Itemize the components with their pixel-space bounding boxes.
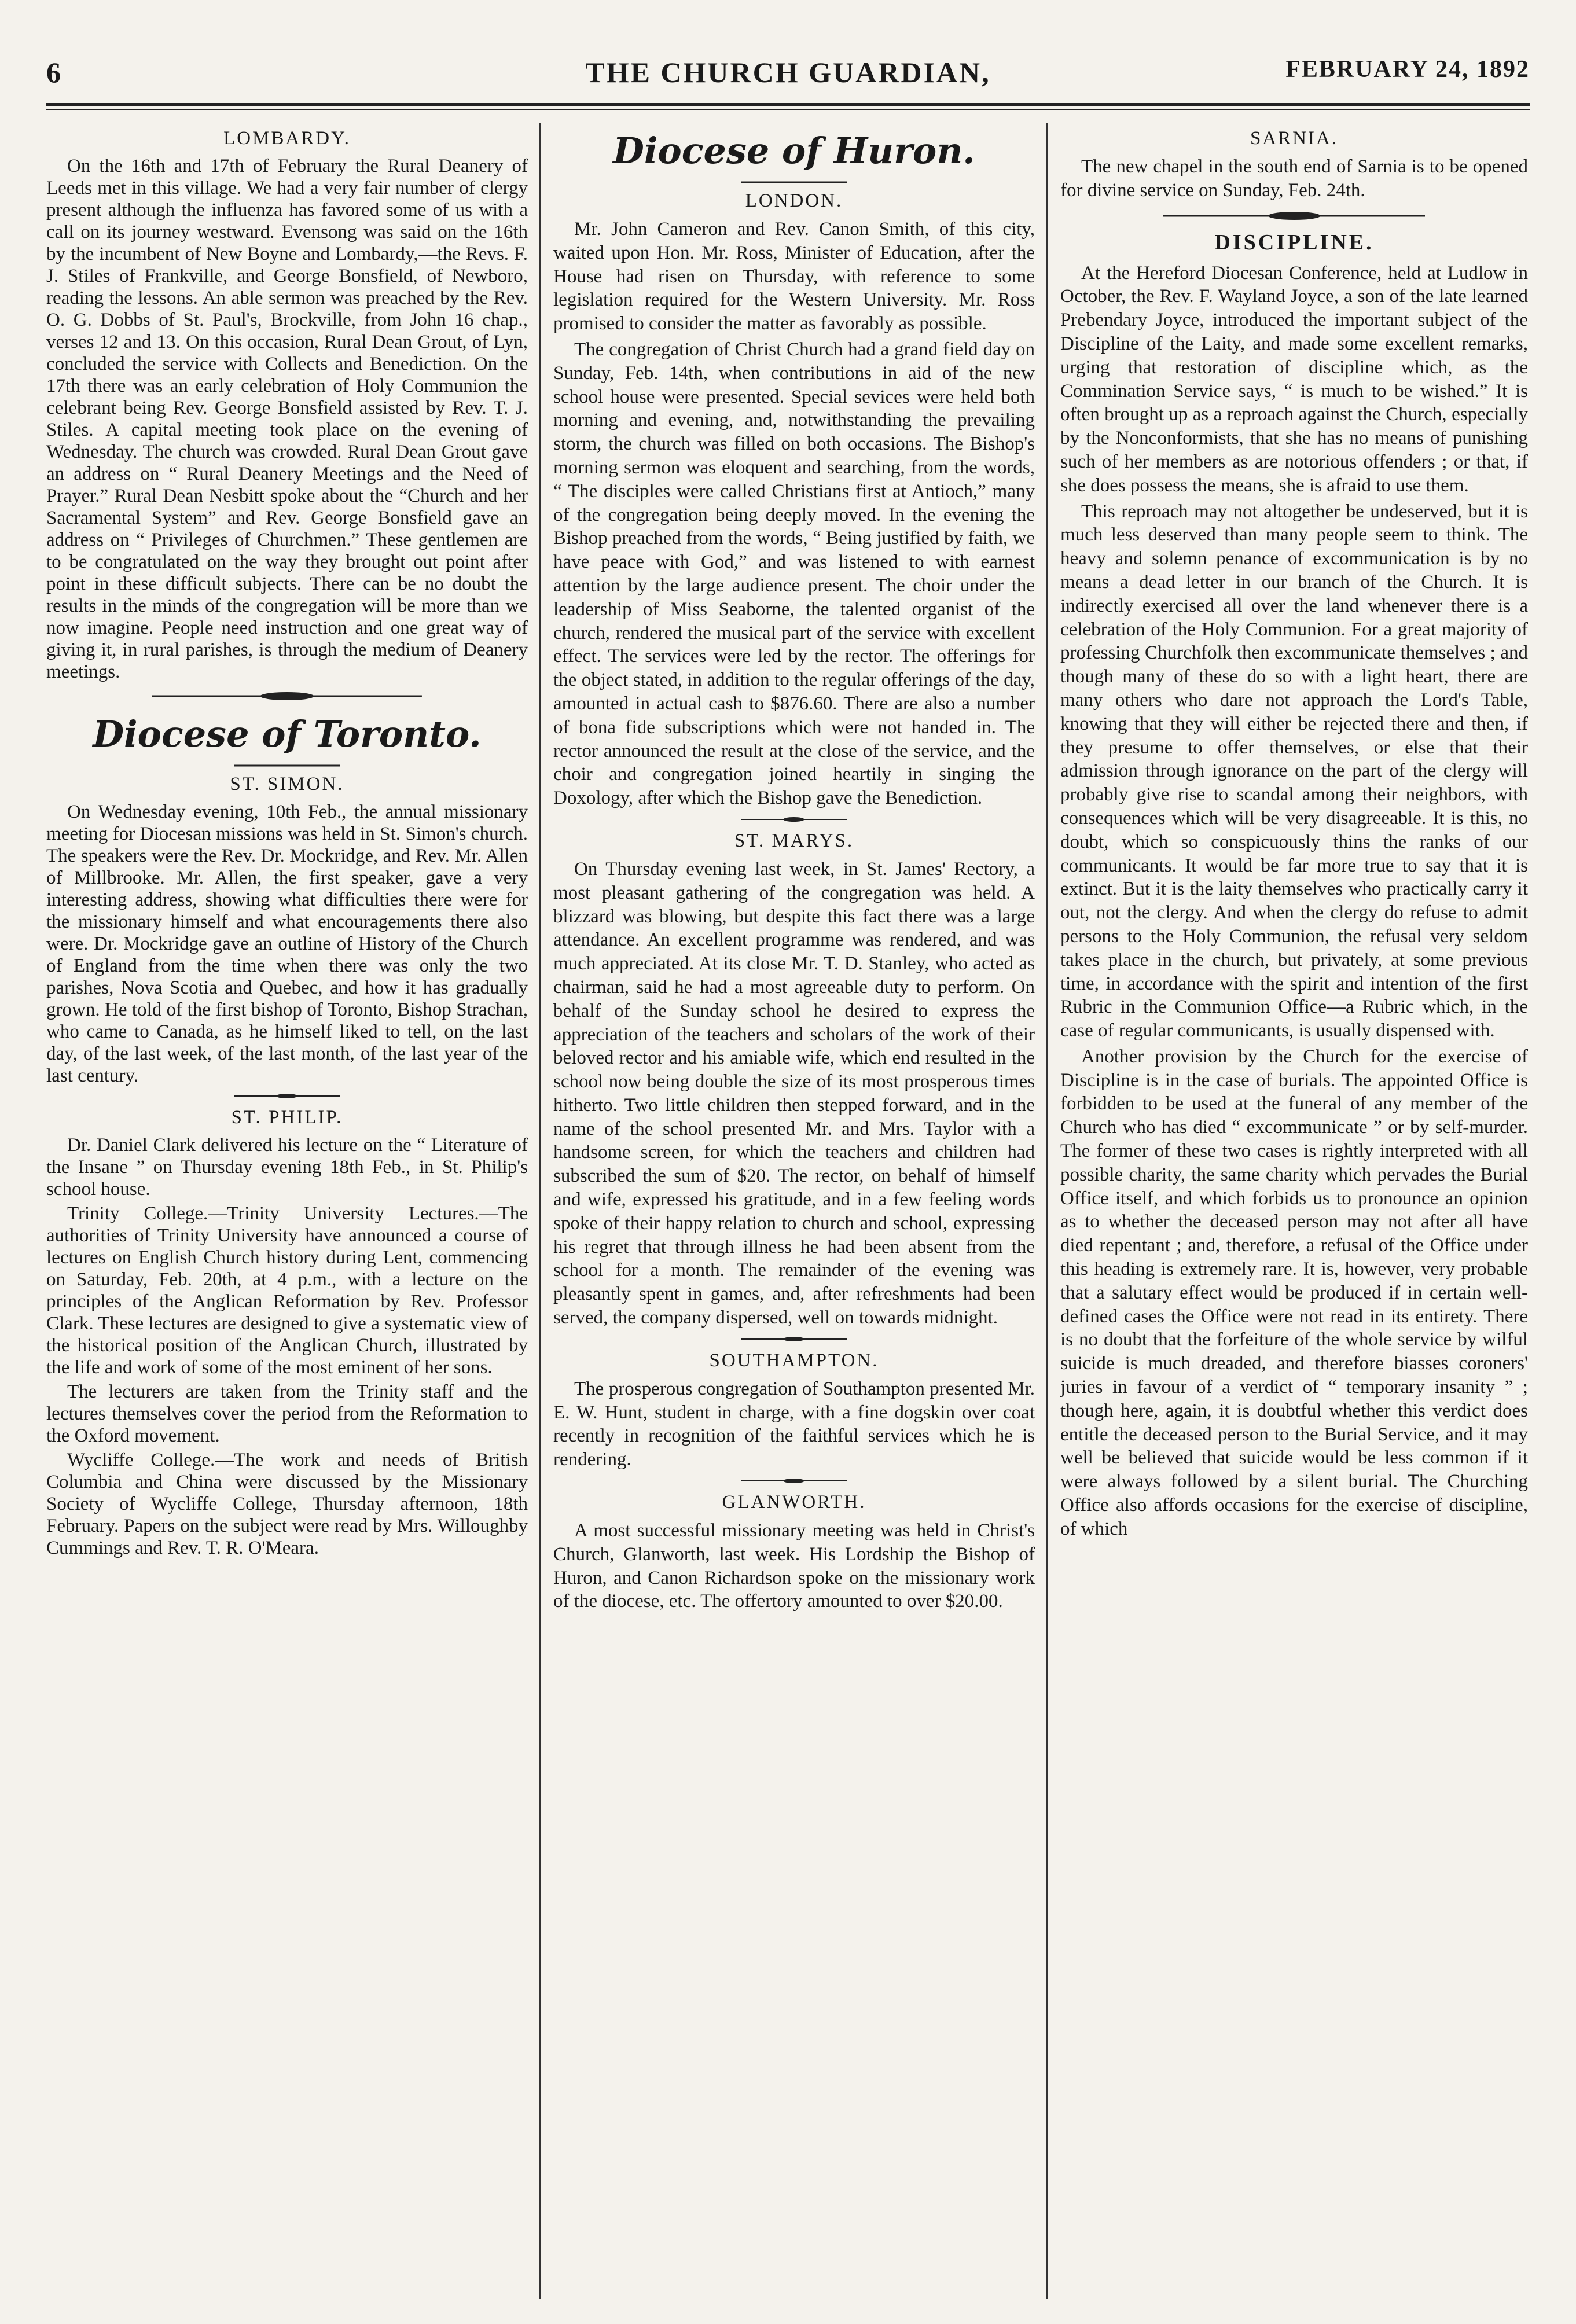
article-paragraph: The new chapel in the south end of Sarnia is to be opened for divine service on Sunday, Feb. 24th. [1060,156,1528,201]
column-3 [1060,123,1528,2299]
issue-date: FEBRUARY 24, 1892 [1285,56,1530,83]
article-paragraph: The lecturers are taken from the Trinity staff and the lectures themselves cover the period from the Reformation to the Oxford movement. [46,1381,528,1446]
article-paragraph: On Thursday evening last week, in St. James' Rectory, a most pleasant gathering of the congregation was held. A blizzard was blowing, but despite this fact there was a large attendance. An excellent programme was rendered, and was much appreciated. At its close Mr. T. D. Stanley, who acted as chairman, said he had a most agreeable duty to perform. On behalf of the Sunday school he desired to express the appreciation of the teachers and scholars of the work of their beloved rector and his amiable wife, which end resulted in the school now being double the size of its most prosperous times hitherto. Two little children then stepped forward, and in the name of the school presented Mr. and Mrs. Taylor with a handsome screen, for which the teachers and children had subscribed the sum of $20. The rector, on behalf of himself and wife, expressed his gratitude, and in a few feeling words spoke of their happy relation to church and school, expressing his regret that through illness he had been absent from the school for a month. The remainder of the evening was pleasantly spent in games, and, after refreshments had been served, the company dispersed, well on towards midnight. [553,858,1035,1329]
small-ornament [741,1336,847,1343]
short-rule [741,181,847,184]
section-heading-discipline: DISCIPLINE. [1214,230,1374,255]
article-paragraph: The prosperous congregation of Southampton presented Mr. E. W. Hunt, student in charge, with a fine dogskin over coat recently in recognition of the faithful services which he is rendering. [553,1378,1035,1470]
article-paragraph: This reproach may not altogether be undeserved, but it is much less deserved than many people seem to think. The heavy and solemn penance of excommunication is by no means a dead letter in our branch of the Church. It is indirectly exercised all over the land whenever there is a celebration of the Holy Communion. For a great majority of professing Churchfolk then excommunicate themselves ; and though many of these do so with a light heart, there are many others who dare not approach the Lord's Table, knowing that they will either be rejected there and then, if they presume to offer themselves, or else that their admission through ignorance on the part of the clergy will probably give rise to scandal among their neighbors, with consequences which will be very disagreeable. It is this, no doubt, which so conspicuously thins the ranks of our communicants. It would be far more true to say that it is extinct. But it is the laity themselves who practically carry it out, not the clergy. And when the clergy do refuse to admit persons to the Holy Communion, the refusal very seldom takes place in the church, but privately, at some previous time, in accordance with the spirit and intention of the first Rubric in the Communion Office—a Rubric which, in the case of regular communicants, is usually dispensed with. [1060,501,1528,1042]
column-2 [553,123,1035,2299]
small-ornament [741,816,847,823]
section-heading-lombardy: LOMBARDY. [223,128,351,149]
diocese-heading-huron: Diocese of Huron. [613,130,975,172]
article-paragraph: At the Hereford Diocesan Conference, held at Ludlow in October, the Rev. F. Wayland Joyce, a son of the late learned Prebendary Joyce, introduced the important subject of the Discipline of the Laity, and made some excellent remarks, urging that restoration of discipline which, as the Commination Service says, “ is much to be wished.” It is often brought up as a reproach against the Church, especially by the Nonconformists, that she has no means of punishing such of her members as are notorious offenders ; or that, if she does possess the means, she is afraid to use them. [1060,262,1528,496]
small-ornament [234,1093,340,1100]
article-paragraph: A most successful missionary meeting was held in Christ's Church, Glanworth, last week. His Lordship the Bishop of Huron, and Canon Richardson spoke on the missionary work of the diocese, etc. The offertory amounted to over $20.00. [553,1520,1035,1612]
section-heading-glanworth: GLANWORTH. [722,1492,866,1513]
column-divider [1046,123,1048,2299]
diocese-heading-toronto: Diocese of Toronto. [93,713,482,755]
ornament-divider [1163,211,1425,221]
section-heading-sarnia: SARNIA. [1250,128,1339,149]
masthead-rule [46,103,1530,106]
article-paragraph: The congregation of Christ Church had a grand field day on Sunday, Feb. 14th, when contributions in aid of the new school house were presented. Special sevices were held both morning and evening, and, notwithstanding the prevailing storm, the church was filled on both occasions. The Bishop's morning sermon was eloquent and searching, from the words, “ The disciples were called Christians first at Antioch,” many of the congregation being deeply moved. In the evening the Bishop preached from the words, “ Being justified by faith, we have peace with God,” and was listened to with earnest attention by the large audience present. The choir under the leadership of Miss Seaborne, the talented organist of the church, rendered the musical part of the service with excellent effect. The services were led by the rector. The offerings for the object stated, in addition to the regular offerings of the day, amounted in actual cash to $876.60. There are also a number of bona fide subscriptions which were not handed in. The rector announced the result at the close of the service, and the choir and congregation joined heartily in singing the Doxology, after which the Bishop gave the Benediction. [553,339,1035,809]
ornament-divider [152,691,422,701]
article-paragraph: On the 16th and 17th of February the Rural Deanery of Leeds met in this village. We had a very fair number of clergy present although the influenza has favored some of us with a call on its journey westward. Evensong was said on the 16th by the incumbent of New Boyne and Lombardy,—the Revs. F. J. Stiles of Frankville, and George Bonsfield, of Newboro, reading the lessons. An able sermon was preached by the Rev. O. G. Dobbs of St. Paul's, Brockville, from John 16 chap., verses 12 and 13. On this occasion, Rural Dean Grout, of Lyn, concluded the service with Collects and Benediction. On the 17th there was an early celebration of Holy Communion the celebrant being Rev. George Bonsfield assisted by Rev. T. J. Stiles. A capital meeting took place on the evening of Wednesday. The church was crowded. Rural Dean Grout gave an address on “ Rural Deanery Meetings and the Need of Prayer.” Rural Dean Nesbitt spoke about the “Church and her Sacramental System” and Rev. George Bonsfield gave an address on “ Privileges of Churchmen.” These gentlemen are to be congratulated on the way they brought out point after point in these difficult subjects. There can be no doubt the results in the minds of the congregation will be more than we now imagine. People need instruction and one great way of giving it, in rural parishes, is through the medium of Deanery meetings. [46,156,528,682]
section-heading-london: LONDON. [745,190,843,211]
masthead [46,56,1530,100]
short-rule [234,764,340,767]
article-paragraph: Mr. John Cameron and Rev. Canon Smith, of this city, waited upon Hon. Mr. Ross, Minister of Education, after the House had risen on Thursday, with reference to some legislation required for the Western University. Mr. Ross promised to consider the matter as favorably as possible. [553,219,1035,334]
column-divider [539,123,541,2299]
page-number: 6 [46,56,61,89]
article-paragraph: Wycliffe College.—The work and needs of British Columbia and China were discussed by the Missionary Society of Wycliffe College, Thursday afternoon, 18th February. Papers on the subject were read by Mrs. Willoughby Cummings and Rev. T. R. O'Meara. [46,1450,528,1558]
masthead-rule-thin [46,109,1530,110]
section-heading-southampton: SOUTHAMPTON. [709,1349,879,1371]
article-paragraph: Dr. Daniel Clark delivered his lecture on the “ Literature of the Insane ” on Thursday evening 18th Feb., in St. Philip's school house. [46,1135,528,1200]
article-paragraph: On Wednesday evening, 10th Feb., the annual missionary meeting for Diocesan missions was held in St. Simon's church. The speakers were the Rev. Dr. Mockridge, and Rev. Mr. Allen of Millbrooke. Mr. Allen, the first speaker, gave a very interesting address, showing what difficulties there were for the missionary himself and what encouragements there also were. Dr. Mockridge gave an outline of History of the Church of England from the time when there was only the two parishes, Nova Scotia and Quebec, and how it has gradually grown. He told of the first bishop of Toronto, Bishop Strachan, who came to Canada, as he himself liked to tell, on the last day, of the last week, of the last month, of the last year of the last century. [46,801,528,1086]
section-heading-st-marys: ST. MARYS. [734,830,854,851]
article-paragraph: Another provision by the Church for the exercise of Discipline is in the case of burials. The appointed Office is forbidden to be used at the funeral of any member of the Church who has died “ excommunicate ” or by self-murder. The former of these two cases is rightly interpreted with all possible charity, the same charity which pervades the Burial Office itself, and which forbids us to pronounce an opinion as to whether the deceased person may not after all have died repentant ; and, therefore, a refusal of the Office under this heading is extremely rare. It is, however, very probable that a salutary effect would be produced if in certain well-defined cases the Office were not read in its entirety. There is no doubt that the forfeiture of the whole service by wilful suicide is much dreaded, and therefore biasses coroners' juries in favour of a verdict of “ temporary insanity ” ; though here, again, it is doubtful whether this verdict does entitle the deceased person to the Burial Service, and it may well be believed that suicide would be less common if it were always followed by a silent burial. The Churching Office also affords occasions for the exercise of discipline, of which [1060,1046,1528,1539]
article-paragraph: Trinity College.—Trinity University Lectures.—The authorities of Trinity University have announced a course of lectures on English Church history during Lent, commencing on Saturday, Feb. 20th, at 4 p.m., with a lecture on the principles of the Anglican Reformation by Rev. Professor Clark. These lectures are designed to give a systematic view of the historical position of the Anglican Church, illustrated by the life and work of some of the most eminent of her sons. [46,1203,528,1378]
small-ornament [741,1477,847,1484]
section-heading-st-simon: ST. SIMON. [230,774,344,795]
columns [46,123,1528,2299]
paper-name: THE CHURCH GUARDIAN, [585,56,991,89]
column-1 [46,123,528,2299]
section-heading-st-philip: ST. PHILIP. [231,1107,343,1128]
